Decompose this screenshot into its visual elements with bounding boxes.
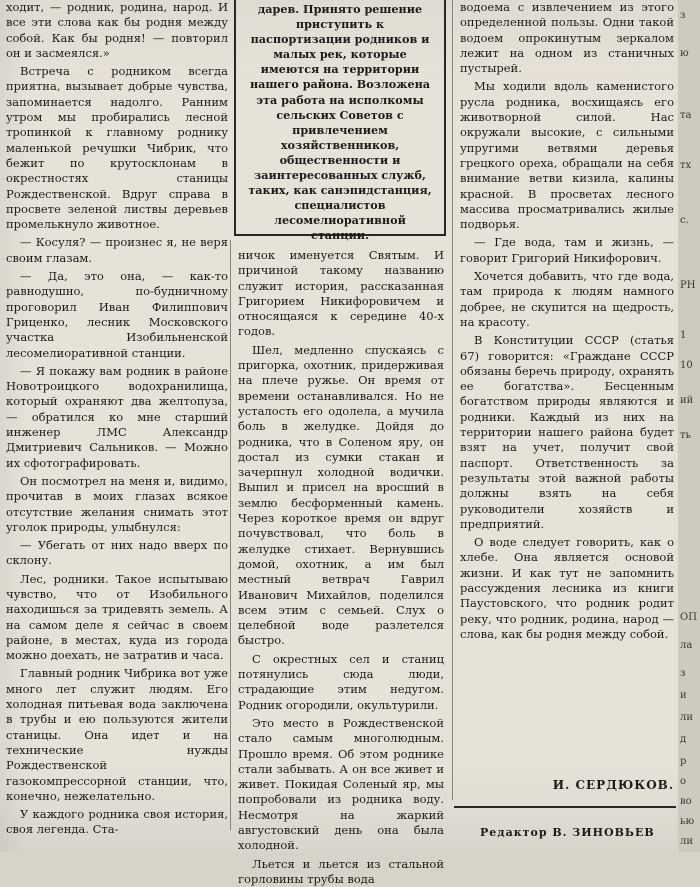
boxed-announcement-text: дарев. Принято решение приступить к паспортизации родников и малых рек, которые имеются на территории нашего района. Возложена эта работа на исполкомы сельских Советов с привлечением хозяйственников, общественности и заинтересованных служб, таких, как санэпидстанция, специалистов лесомелиоративной станции. xyxy=(248,2,432,243)
article-column-2 xyxy=(238,248,444,886)
edge-fragment: 1 xyxy=(680,330,687,341)
paragraph: В Конституции СССР (статья 67) говорится: «Граждане СССР обязаны беречь природу, охранять ее богатства». Бесценным богатством природы являются и родники. Каждый из них на территории нашего района будет взят на учет, получит свой паспорт. Ответственность за результаты этой важной работы должны взять на себя руководители хозяйств и предприятий. xyxy=(460,333,674,531)
paragraph: Главный родник Чибрика вот уже много лет служит людям. Его холодная питьевая вода заключена в трубы и ею пользуются жители станицы. Она идет и на технические нужды Рождественской газокомпрессорной станции, что, конечно, нежелательно. xyxy=(6,666,228,803)
paragraph: О воде следует говорить, как о хлебе. Она является основой жизни. И как тут не запомнить рассуждения лесника из книги Паустовского, что родник родит реку, что родник, родина, народ — слова, как бы родня между собой. xyxy=(460,535,674,641)
paragraph: Льется и льется из стальной горловины трубы вода xyxy=(238,856,444,886)
edge-fragment: та xyxy=(680,110,692,121)
edge-fragment: ю xyxy=(680,48,689,59)
edge-fragment: д xyxy=(680,734,687,745)
paragraph: Лес, родники. Такое испытываю чувство, что от Изобильного находишься за тридевять земель. А на самом деле я сейчас в своем районе, в местах, куда из города можно доехать, не затратив и часа. xyxy=(6,571,228,663)
edge-fragment: ли xyxy=(680,712,694,723)
paragraph: — Где вода, там и жизнь, — говорит Григорий Никифорович. xyxy=(460,235,674,265)
edge-fragment: ий xyxy=(680,395,694,406)
paragraph: Шел, медленно спускаясь с пригорка, охотник, придерживая на плече ружье. Он время от времени останавливался. Но не усталость его одолела, а мучила боль в желудке. Дойдя до родника, что в Соленом яру, он достал из сумки стакан и зачерпнул холодной водички. Выпил и присел на вросший в землю бесформенный камень. Через короткое время он вдруг почувствовал, что боль в желудке стихает. Вернувшись домой, охотник, а им был местный ветврач Гаврил Иванович Михайлов, поделился всем этим с семьей. Слух о целебной воде разлетелся быстро. xyxy=(238,342,444,648)
edge-fragment: ью xyxy=(680,816,695,827)
edge-fragment: и xyxy=(680,690,687,701)
paragraph: Встреча с родником всегда приятна, вызывает добрые чувства, запоминается надолго. Ранним утром мы пробирались лесной тропинкой к главному роднику маленькой речушки Чибрик, что бежит по крутосклонам в окрестностях станицы Рождественской. Вдруг справа в просвете зеленой листвы деревьев промелькнуло животное. xyxy=(6,64,228,232)
column-divider xyxy=(452,0,453,800)
paragraph: — Убегать от них надо вверх по склону. xyxy=(6,538,228,568)
edge-fragment: з xyxy=(680,668,686,679)
edge-fragment: о xyxy=(680,776,687,787)
edge-fragment: з xyxy=(680,10,686,21)
edge-fragment: ОП xyxy=(680,612,697,623)
adjacent-column-fragment xyxy=(678,0,700,852)
edge-fragment: РН xyxy=(680,280,696,291)
paragraph: ничок именуется Святым. И причиной такому названию служит история, рассказанная Григорием Никифоровичем и относящаяся к середине 40-х годов. xyxy=(238,248,444,339)
edge-fragment: 10 xyxy=(680,360,693,371)
paragraph: У каждого родника своя история, своя легенда. Ста- xyxy=(6,807,228,837)
paragraph: Хочется добавить, что где вода, там природа к людям намного добрее, не скупится на щедрость, на красоту. xyxy=(460,269,674,329)
edge-fragment: тх xyxy=(680,160,692,171)
edge-fragment: ли xyxy=(680,836,694,847)
paragraph: — Косуля? — произнес я, не веря своим глазам. xyxy=(6,235,228,265)
paragraph: — Да, это она, — как-то равнодушно, по-будничному проговорил Иван Филиппович Гриценко, лесник Московского участка Изобильненской лесомелиоративной станции. xyxy=(6,269,228,360)
paragraph: водоема с извлечением из этого определенной пользы. Одни такой водоем опрокинутым зеркалом лежит на одном из станичных пустырей. xyxy=(460,0,674,76)
article-column-1 xyxy=(6,0,228,838)
edge-fragment: р xyxy=(680,756,687,767)
edge-fragment: во xyxy=(680,796,692,807)
paragraph: Он посмотрел на меня и, видимо, прочитав в моих глазах всякое отсутствие желания снимать этот уголок природы, улыбнулся: xyxy=(6,473,228,534)
paragraph: Это место в Рождественской стало самым многолюдным. Прошло время. Об этом роднике стали забывать. А он все живет и живет. Покидая Соленый яр, мы попробовали из родника воду. Несмотря на жаркий августовский день она была холодной. xyxy=(238,715,444,853)
article-column-3 xyxy=(460,0,674,800)
edge-fragment: с. xyxy=(680,215,689,226)
column-divider xyxy=(230,240,231,830)
edge-fragment: ть xyxy=(680,430,691,441)
footer-rule xyxy=(454,806,676,808)
author-signature: И. СЕРДЮКОВ. xyxy=(552,778,674,792)
boxed-announcement xyxy=(234,0,446,243)
paragraph: Мы ходили вдоль каменистого русла родника, восхищаясь его животворной силой. Нас окружали высокие, с сильными упругими ветвями деревья грецкого ореха, обращали на себя внимание ветви кизила, калины красной. В просветах лесного массива просматривались жилые подворья. xyxy=(460,79,674,232)
paragraph: — Я покажу вам родник в районе Новотроицкого водохранилища, который охраняют два желтопуза, — обратился ко мне старший инженер ЛМС Александр Дмитриевич Сальников. — Можно их сфотографировать. xyxy=(6,363,228,470)
editor-credit: Редактор В. ЗИНОВЬЕВ xyxy=(480,826,655,839)
paragraph: ходит, — родник, родина, народ. И все эти слова как бы родня между собой. Как бы родня! — повторил он и засмеялся.» xyxy=(6,0,228,60)
edge-fragment: ла xyxy=(680,640,693,651)
paragraph: С окрестных сел и станиц потянулись сюда люди, страдающие этим недугом. Родник огородили, окультурили. xyxy=(238,651,444,712)
